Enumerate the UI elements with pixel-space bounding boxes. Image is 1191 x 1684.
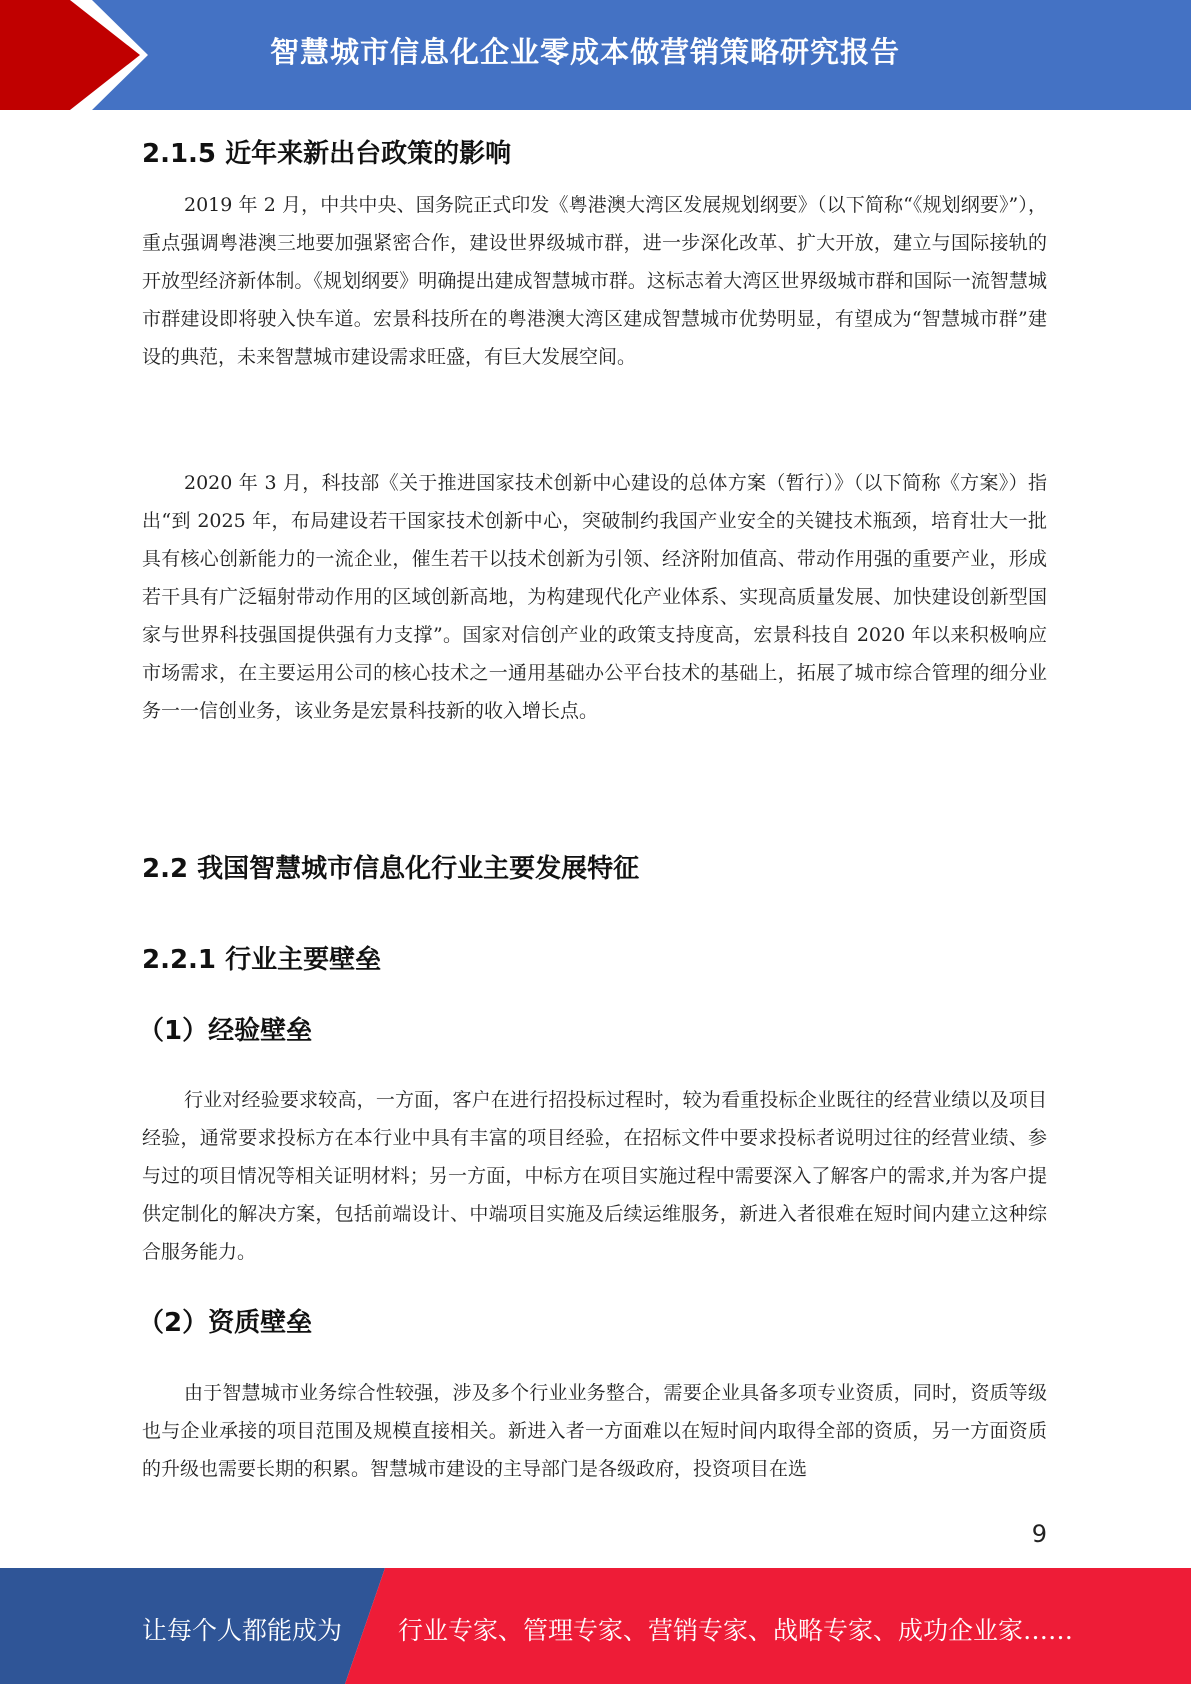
report-title: 智慧城市信息化企业零成本做营销策略研究报告 [270, 35, 901, 69]
section-heading-2-1-5: 2.1.5 近年来新出台政策的影响 [142, 139, 512, 169]
footer-banner [0, 1568, 1191, 1684]
paragraph-2019-policy: 2019 年 2 月，中共中央、国务院正式印发《粤港澳大湾区发展规划纲要》（以下简称“《规划纲要》”），重点强调粤港澳三地要加强紧密合作，建设世界级城市群，进一步深化改革、扩大开放，建立与国际接轨的开放型经济新体制。《规划纲要》明确提出建成智慧城市群。这标志着大湾区世界级城市群和国际一流智慧城市群建设即将驶入快车道。宏景科技所在的粤港澳大湾区建成智慧城市优势明显，有望成为“智慧城市群”建设的典范，未来智慧城市建设需求旺盛，有巨大发展空间。 [142, 194, 1047, 368]
footer-slogan-right: 行业专家、管理专家、营销专家、战略专家、成功企业家…… [398, 1616, 1074, 1645]
subheading-qualification-barrier: （2）资质壁垒 [138, 1308, 313, 1338]
footer-slogan-left: 让每个人都能成为 [142, 1616, 343, 1645]
header-banner [0, 0, 1191, 110]
page-number: 9 [1031, 1520, 1047, 1548]
subheading-experience-barrier: （1）经验壁垒 [138, 1016, 313, 1046]
section-heading-2-2: 2.2 我国智慧城市信息化行业主要发展特征 [142, 854, 640, 884]
paragraph-experience-barrier: 行业对经验要求较高，一方面，客户在进行招投标过程时，较为看重投标企业既往的经营业绩以及项目经验，通常要求投标方在本行业中具有丰富的项目经验，在招标文件中要求投标者说明过往的经营业绩、参与过的项目情况等相关证明材料；另一方面，中标方在项目实施过程中需要深入了解客户的需求,并为客户提供定制化的解决方案，包括前端设计、中端项目实施及后续运维服务，新进入者很难在短时间内建立这种综合服务能力。 [142, 1089, 1047, 1263]
section-heading-2-2-1: 2.2.1 行业主要壁垒 [142, 945, 382, 975]
paragraph-qualification-barrier: 由于智慧城市业务综合性较强，涉及多个行业业务整合，需要企业具备多项专业资质，同时，资质等级也与企业承接的项目范围及规模直接相关。新进入者一方面难以在短时间内取得全部的资质，另一方面资质的升级也需要长期的积累。智慧城市建设的主导部门是各级政府，投资项目在选 [142, 1382, 1047, 1480]
paragraph-2020-policy: 2020 年 3 月，科技部《关于推进国家技术创新中心建设的总体方案（暂行）》（以下简称《方案》）指出“到 2025 年，布局建设若干国家技术创新中心，突破制约我国产业安全的关键技术瓶颈，培育壮大一批具有核心创新能力的一流企业，催生若干以技术创新为引领、经济附加值高、带动作用强的重要产业，形成若干具有广泛辐射带动作用的区域创新高地，为构建现代化产业体系、实现高质量发展、加快建设创新型国家与世界科技强国提供强有力支撑”。国家对信创产业的政策支持度高，宏景科技自 2020 年以来积极响应市场需求，在主要运用公司的核心技术之一通用基础办公平台技术的基础上，拓展了城市综合管理的细分业务一一信创业务，该业务是宏景科技新的收入增长点。 [142, 472, 1047, 722]
